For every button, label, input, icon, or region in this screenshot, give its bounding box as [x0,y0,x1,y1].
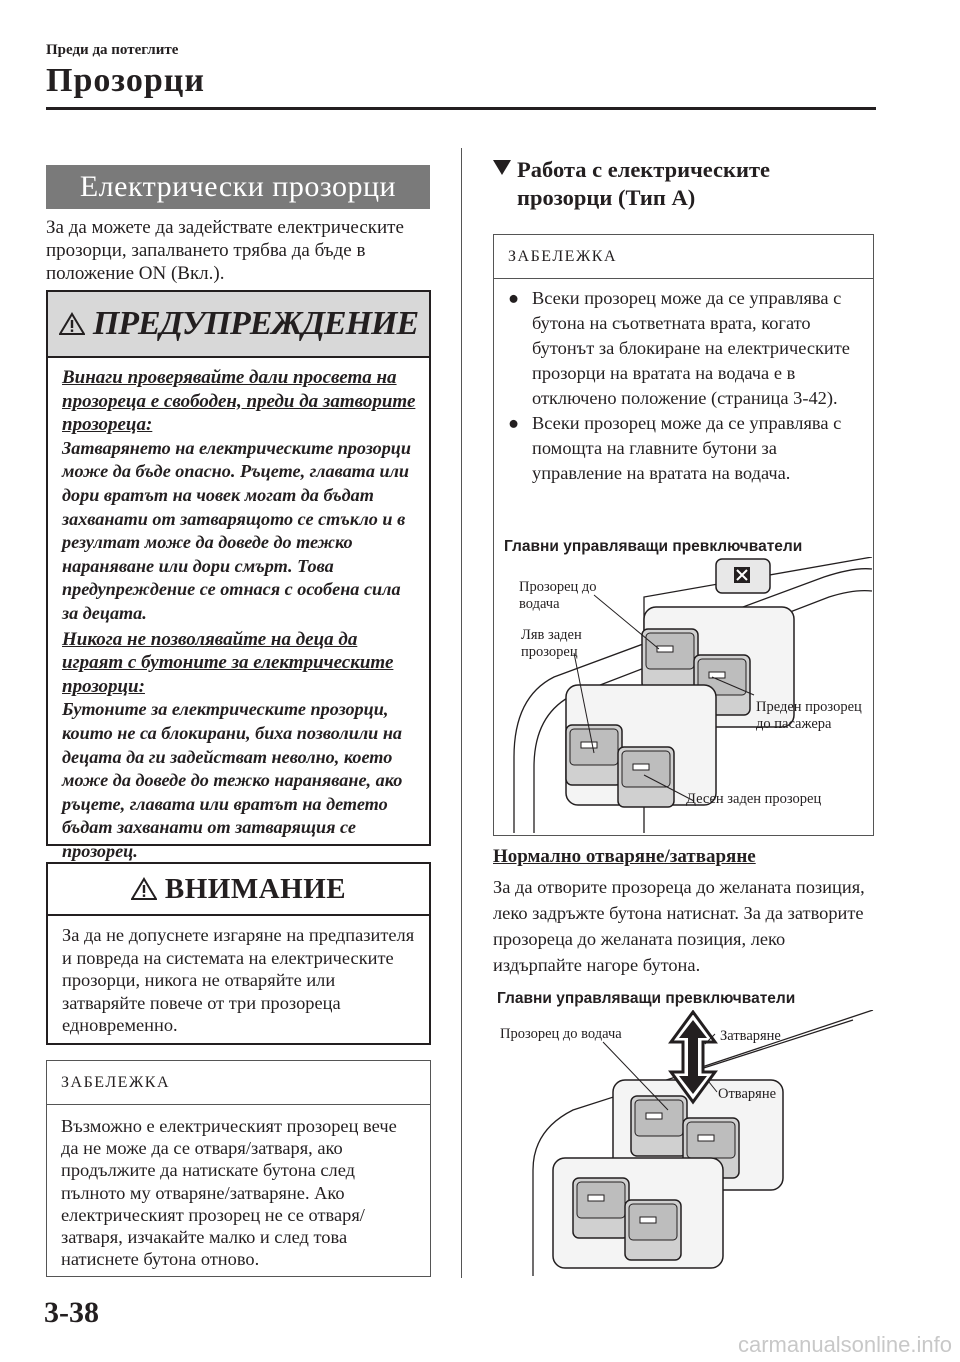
note-box-left [46,1060,431,1277]
column-divider [461,148,462,1278]
section-heading [493,156,770,212]
warning-title: ПРЕДУПРЕЖДЕНИЕ [92,305,419,342]
warning-header [48,292,429,358]
bullet-icon: ● [508,413,520,433]
caution-title: ВНИМАНИЕ [164,872,347,905]
label-front-passenger-window: Преден прозорец до пасажера [756,699,862,732]
warning-paragraph-1: Затварянето на електрическите прозорци може да бъде опасно. Ръцете, главата или дори вратът на човек могат да бъдат захванати от затварящото се стъкло и в резултат може да доведе до тежко нараняване или дори смърт. Това предупреждение се отнася с особена сила за децата. [62,437,412,623]
note-body [494,279,873,486]
note-title: ЗАБЕЛЕЖКА [494,235,873,279]
label-rear-right-window: Десен заден прозорец [686,791,822,807]
heading-line-1: Работа с електрическите [517,157,770,182]
warning-paragraph-2: Бутоните за електрическите прозорци, които не са блокирани, биха позволили на децата да ги задействат неволно, което може да доведе до тежко нараняване, ако ръцете, главата или вратът на детето бъдат захванати от затварящия се прозорец. [62,699,403,861]
warning-heading-1: Винаги проверявайте дали просвета на прозореца е свободен, преди да затворите прозореца: [62,367,416,436]
normal-operation-heading: Нормално отваряне/затваряне [493,846,756,867]
page-title: Прозорци [46,62,205,99]
caution-header [48,864,429,916]
list-item: ● Всеки прозорец може да се управлява с бутона на съответната врата, когато бутонът за блокиране на електрическите прозорци на вратата на водача е в отключено положение (страница 3-42). [506,286,863,411]
warning-box [46,290,431,861]
label-driver-window-2: Прозорец до водача [500,1026,622,1042]
caution-text: За да не допуснете изгаряне на предпазителя и повреда на системата на електрическите прозорци, никога не отваряйте или затваряйте повече от три прозореца едновременно. [62,925,415,1035]
heading-line-2: прозорци (Тип A) [517,185,696,210]
warning-heading-2: Никога не позволявайте на деца да играят с бутоните за електрическите прозорци: [62,628,394,697]
breadcrumb: Преди да потеглите [46,42,179,58]
intro-text: За да можете да задействате електрическите прозорци, запалването трябва да бъде в положение ON (Вкл.). [46,217,404,284]
page-number: 3-38 [44,1296,99,1329]
label-driver-window: Прозорец до водача [519,579,597,612]
label-open: Отваряне [718,1086,777,1102]
driver-switch-illustration [493,1010,875,1278]
watermark: carmanualsonline.info [737,1332,952,1357]
warning-body [48,358,429,863]
normal-operation-text: За да отворите прозореца до желаната позиция, леко задръжте бутона натиснат. За да затворите прозореца до желаната позиция, леко издърпайте нагоре бутона. [493,877,865,975]
note-box-right [493,234,874,836]
caution-triangle-icon [131,877,157,901]
note-text: Възможно е електрическият прозорец вече да не може да се отваря/затваря, ако продължите да натискате бутона след пълното му отваряне/затваряне. Ако електрическият прозорец не се отваря/затваря, изчакайте малко и след това натиснете бутона отново. [61,1116,397,1270]
label-rear-left-window: Ляв заден прозорец [521,627,582,660]
title-rule [46,107,876,110]
triangle-down-icon [493,160,511,175]
bullet-icon: ● [508,288,520,308]
diagram-2-title: Главни управляващи превключватели [497,990,796,1007]
caution-box [46,862,431,1045]
diagram-1-title: Главни управляващи превключватели [504,538,803,555]
note-title: ЗАБЕЛЕЖКА [47,1061,430,1105]
section-title: Електрически прозорци [46,165,430,209]
warning-triangle-icon [59,312,85,336]
list-item: ● Всеки прозорец може да се управлява с помощта на главните бутони за управление на вратата на водача. [506,411,863,486]
label-close: Затваряне [720,1028,781,1044]
